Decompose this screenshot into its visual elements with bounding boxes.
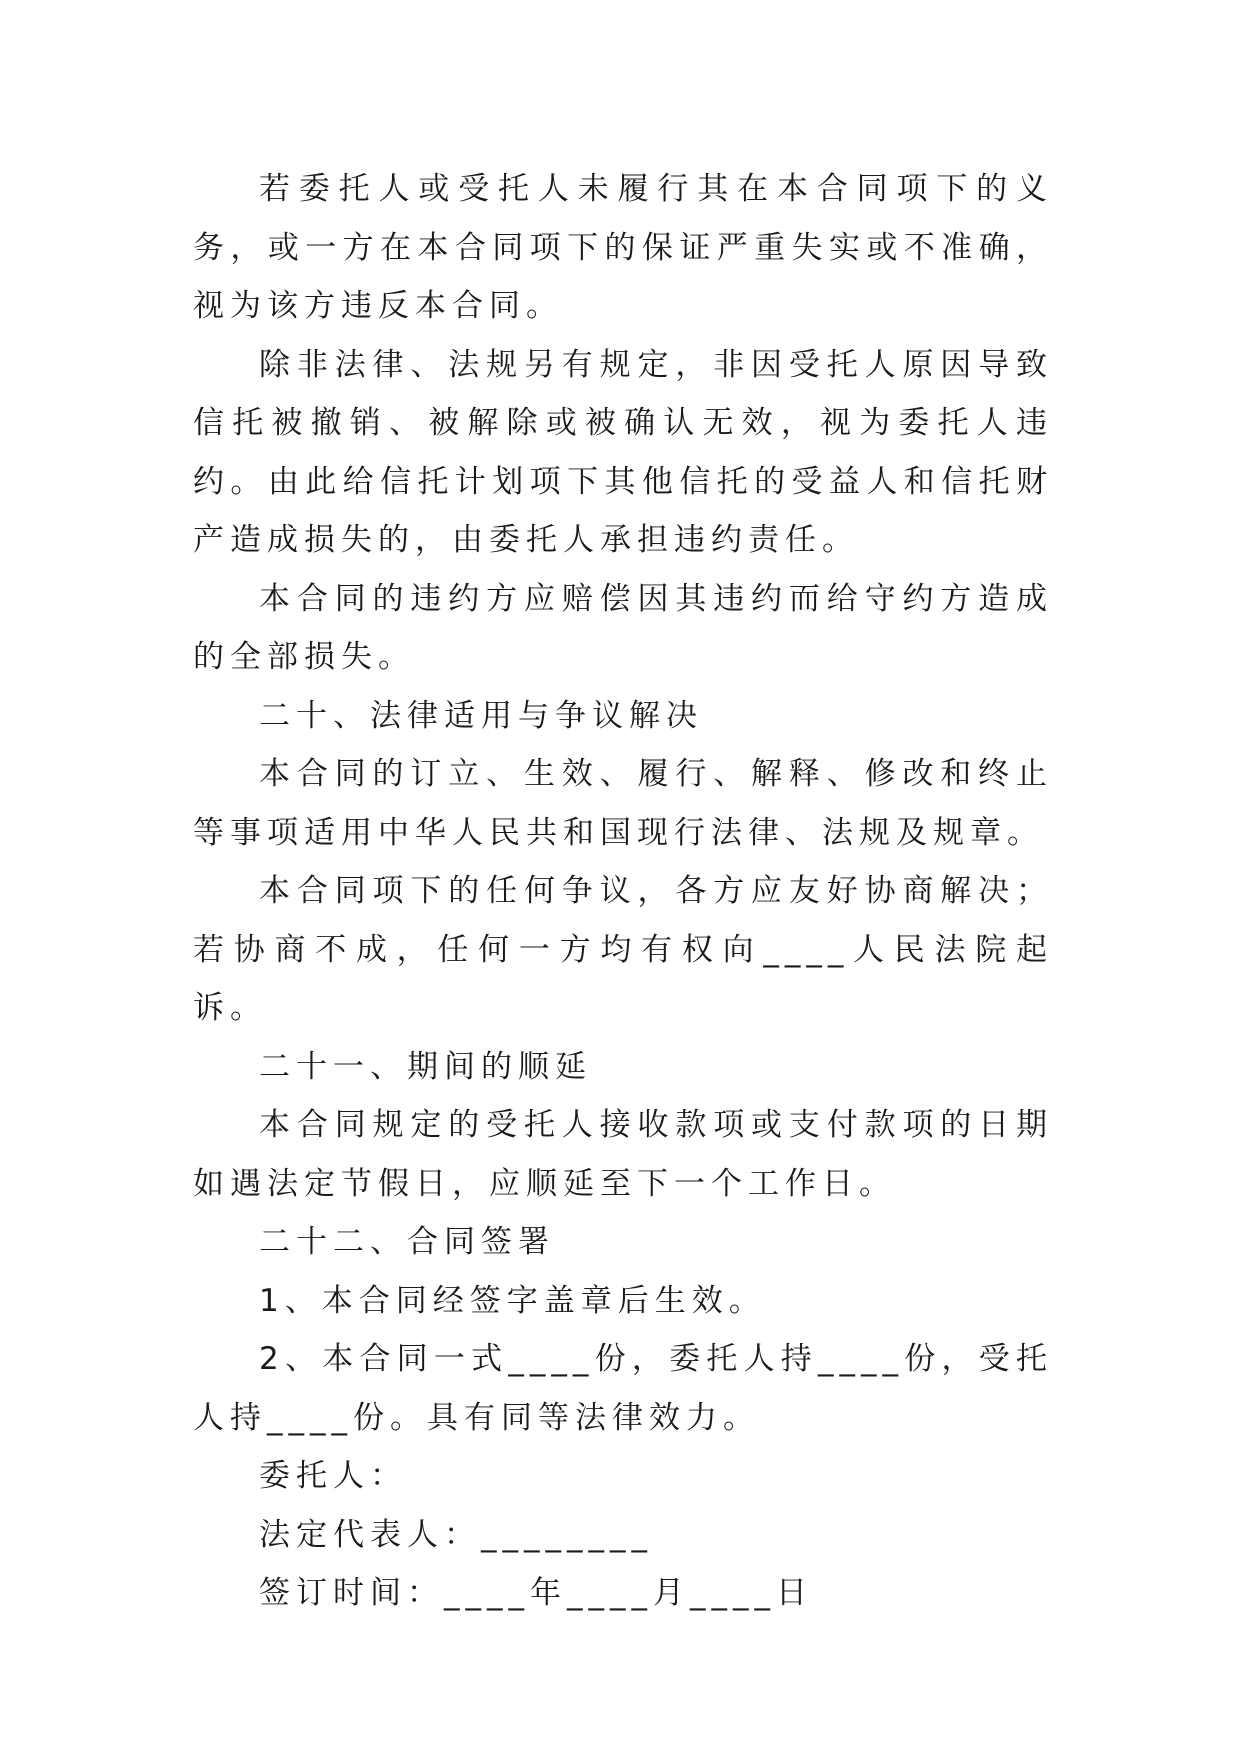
- paragraph-breach-definition: 若委托人或受托人未履行其在本合同项下的义务，或一方在本合同项下的保证严重失实或不准确，视为该方违反本合同。: [193, 171, 1053, 324]
- paragraph-effectiveness: 1、本合同经签字盖章后生效。: [259, 1282, 766, 1319]
- signature-principal: 委托人：: [259, 1458, 407, 1494]
- paragraph-governing-law: 本合同的订立、生效、履行、解释、修改和终止等事项适用中华人民共和国现行法律、法规及规章。: [193, 756, 1053, 851]
- paragraph-dispute-resolution: 本合同项下的任何争议，各方应友好协商解决；若协商不成，任何一方均有权向____人民法院起诉。: [193, 873, 1053, 1026]
- paragraph-copies: 2、本合同一式____份，委托人持____份，受托人持____份。具有同等法律效力。: [193, 1341, 1053, 1436]
- signature-date: 签订时间：____年____月____日: [259, 1575, 813, 1611]
- section-heading-21: 二十一、期间的顺延: [259, 1048, 592, 1085]
- section-heading-20: 二十、法律适用与争议解决: [259, 697, 703, 734]
- signature-legal-representative: 法定代表人：________: [259, 1516, 653, 1553]
- section-heading-22: 二十二、合同签署: [259, 1224, 555, 1260]
- document-body: [193, 160, 1053, 1623]
- paragraph-period-extension: 本合同规定的受托人接收款项或支付款项的日期如遇法定节假日，应顺延至下一个工作日。: [193, 1107, 1053, 1202]
- paragraph-compensation: 本合同的违约方应赔偿因其违约而给守约方造成的全部损失。: [193, 580, 1053, 675]
- paragraph-principal-default: 除非法律、法规另有规定，非因受托人原因导致信托被撤销、被解除或被确认无效，视为委托人违约。由此给信托计划项下其他信托的受益人和信托财产造成损失的，由委托人承担违约责任。: [193, 346, 1053, 558]
